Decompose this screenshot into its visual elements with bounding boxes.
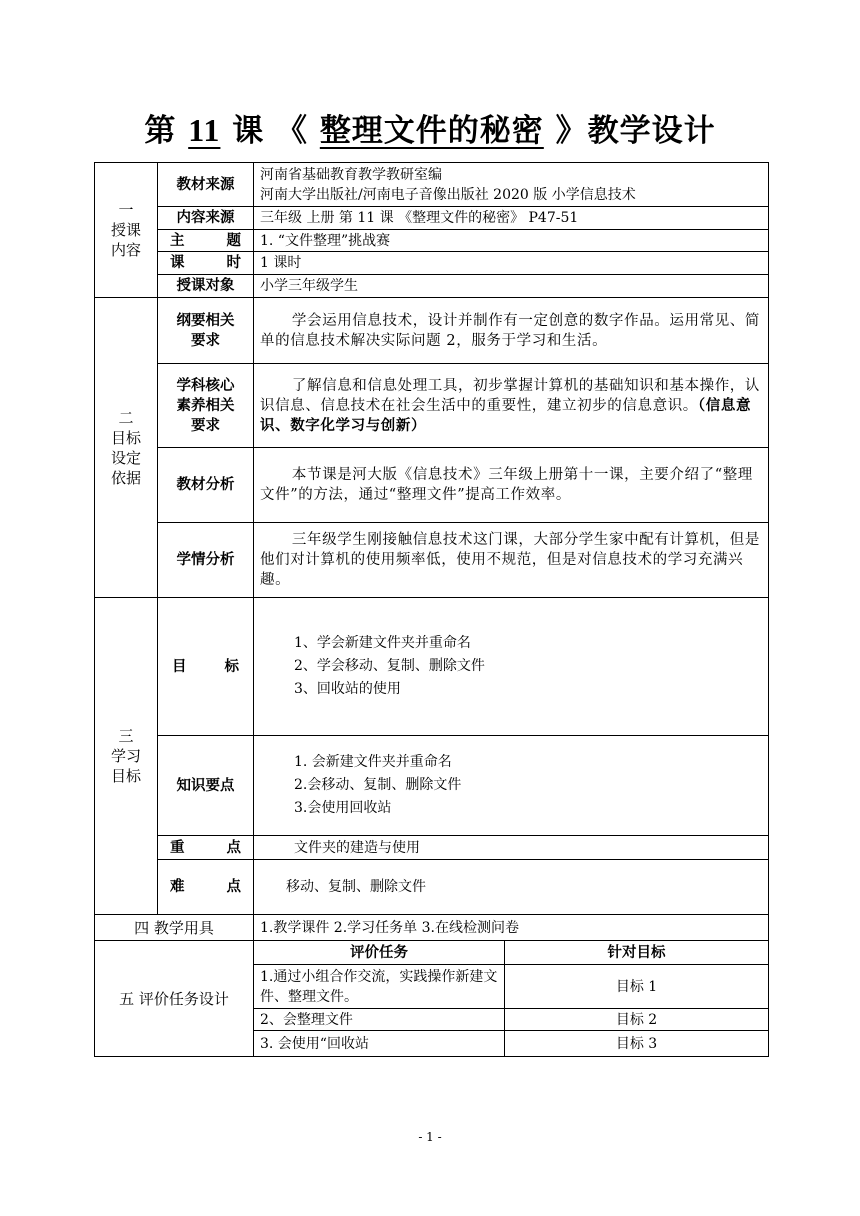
knowledge-points-list [254, 736, 769, 836]
source-line: 河南大学出版社/河南电子音像出版社 2020 版 小学信息技术 [260, 186, 636, 203]
goal-list [254, 598, 769, 736]
section-3-label-line: 目标 [110, 767, 141, 785]
title-mid: 课 《 [232, 113, 309, 149]
eval-task-cell: 2、会整理文件 [254, 1009, 505, 1031]
textbook-analysis-text: 本节课是河大版《信息技术》三年级上册第十一课，主要介绍了“整理文件”的方法，通过“整理文件”提高工作效率。 [254, 448, 769, 523]
knowledge-point-item: 3.会使用回收站 [294, 800, 392, 816]
key-point-label-char: 点 [226, 839, 241, 856]
knowledge-point-item: 1. 会新建文件夹并重命名 [294, 754, 452, 770]
section-1-label [95, 163, 158, 298]
lesson-name: 整理文件的秘密 [319, 113, 544, 149]
title-prefix: 第 [144, 113, 177, 149]
evaluation-design-label: 五 评价任务设计 [95, 941, 254, 1057]
core-literacy-label [158, 364, 254, 448]
teaching-tools-label: 四 教学用具 [95, 915, 254, 941]
core-literacy-label-line: 素养相关 [176, 397, 235, 414]
core-literacy-text [254, 364, 769, 448]
eval-task-header: 评价任务 [254, 941, 505, 965]
topic-label-char: 题 [226, 232, 241, 249]
goal-label [158, 598, 254, 736]
difficulty-label-char: 难 [170, 879, 185, 895]
section-3-label [95, 598, 158, 915]
knowledge-point-item: 2.会移动、复制、删除文件 [294, 777, 462, 793]
section-1-label-line: 内容 [110, 241, 141, 259]
core-literacy-label-line: 学科核心 [176, 377, 235, 394]
page-number: - 1 - [418, 1130, 442, 1144]
section-2-label-line: 二 [118, 408, 134, 427]
core-literacy-label-line: 要求 [191, 417, 220, 434]
document-title [0, 108, 860, 153]
content-source-value: 三年级 上册 第 11 课 《整理文件的秘密》 P47-51 [254, 207, 769, 230]
knowledge-points-label: 知识要点 [158, 736, 254, 836]
hours-value: 1 课时 [254, 252, 769, 275]
section-2-label-line: 设定 [110, 448, 141, 467]
topic-label-char: 主 [170, 232, 185, 249]
difficulty-label-char: 点 [226, 879, 241, 895]
difficulty-label [158, 860, 254, 915]
section-3-label-line: 三 [118, 727, 134, 745]
content-source-label: 内容来源 [158, 207, 254, 230]
section-2-label-line: 依据 [110, 468, 141, 487]
core-literacy-body: 了解信息和信息处理工具，初步掌握计算机的基础知识和基本操作，认识信息、信息技术在社会生活中的重要性，建立初步的信息意识。 [260, 377, 760, 414]
source-label: 教材来源 [158, 163, 254, 207]
section-2-label [95, 298, 158, 598]
goal-item: 1、学会新建文件夹并重命名 [294, 635, 471, 651]
lesson-number: 11 [188, 112, 221, 148]
student-analysis-text: 三年级学生刚接触信息技术这门课，大部分学生家中配有计算机，但是他们对计算机的使用频率低，使用不规范，但是对信息技术的学习充满兴趣。 [254, 523, 769, 598]
lesson-plan-table [94, 162, 769, 1057]
eval-target-cell: 目标 3 [505, 1031, 769, 1057]
outline-req-label [158, 298, 254, 364]
outline-req-label-line: 要求 [191, 332, 220, 349]
eval-task-cell: 3. 会使用“回收站 [254, 1031, 505, 1057]
audience-label: 授课对象 [158, 275, 254, 298]
key-point-label-char: 重 [170, 839, 185, 856]
hours-label-char: 时 [226, 255, 241, 271]
key-point-label [158, 836, 254, 860]
section-2-label-line: 目标 [110, 428, 141, 447]
section-1-label-line: 一 [118, 201, 134, 219]
goal-item: 2、学会移动、复制、删除文件 [294, 658, 485, 674]
title-suffix: 》教学设计 [555, 113, 716, 149]
outline-req-label-line: 纲要相关 [176, 312, 235, 329]
goal-item: 3、回收站的使用 [294, 681, 401, 697]
difficulty-value: 移动、复制、删除文件 [254, 860, 769, 915]
key-point-value: 文件夹的建造与使用 [254, 836, 769, 860]
eval-task-cell: 1.通过小组合作交流，实践操作新建文件、整理文件。 [254, 965, 505, 1009]
audience-value: 小学三年级学生 [254, 275, 769, 298]
topic-value: 1. “文件整理”挑战赛 [254, 230, 769, 252]
goal-label-char: 标 [224, 658, 239, 675]
hours-label [158, 252, 254, 275]
outline-req-text: 学会运用信息技术，设计并制作有一定创意的数字作品。运用常见、简单的信息技术解决实际问题 2，服务于学习和生活。 [254, 298, 769, 364]
source-value [254, 163, 769, 207]
teaching-tools-value: 1.教学课件 2.学习任务单 3.在线检测问卷 [254, 915, 769, 941]
hours-label-char: 课 [170, 255, 185, 271]
textbook-analysis-label: 教材分析 [158, 448, 254, 523]
topic-label [158, 230, 254, 252]
eval-target-cell: 目标 1 [505, 965, 769, 1009]
eval-target-cell: 目标 2 [505, 1009, 769, 1031]
student-analysis-label: 学情分析 [158, 523, 254, 598]
eval-target-header: 针对目标 [505, 941, 769, 965]
source-line: 河南省基础教育教学教研室编 [260, 166, 442, 183]
goal-label-char: 目 [172, 658, 187, 675]
section-1-label-line: 授课 [110, 221, 141, 239]
section-3-label-line: 学习 [110, 747, 141, 765]
core-literacy-bold: （信息意识、数字化学习与创新） [260, 397, 752, 434]
